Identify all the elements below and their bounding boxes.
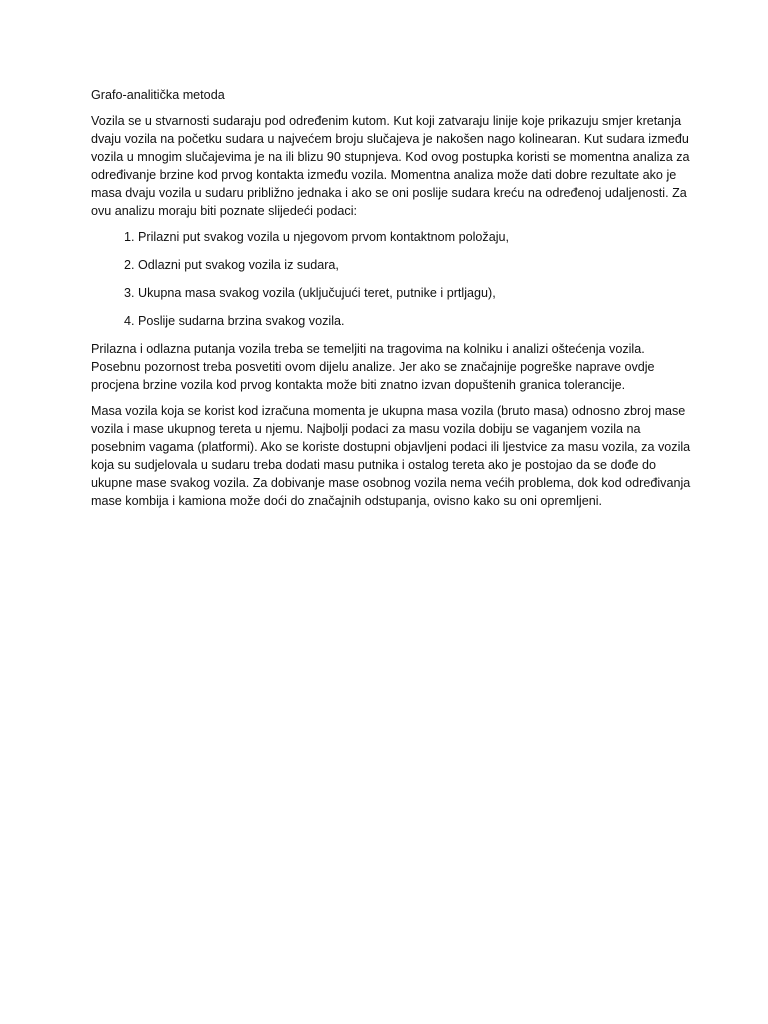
paragraph-mass: Masa vozila koja se korist kod izračuna momenta je ukupna masa vozila (bruto masa) odnosno zbroj mase vozila i mase ukupnog tereta u njemu. Najbolji podaci za masu vozila dobiju se vaganjem vozila na posebnim vagama (platformi). Ako se koriste dostupni objavljeni podaci ili ljestvice za masu vozila, za vozila koja su sudjelovala u sudaru treba dodati masu putnika i ostalog tereta ako je postojao da se dođe do ukupne mase svakog vozila. Za dobivanje mase osobnog vozila nema većih problema, dok kod određivanja mase kombija i kamiona može doći do značajnih odstupanja, ovisno kako su oni opremljeni. (91, 404, 691, 508)
paragraph-trajectory: Prilazna i odlazna putanja vozila treba se temeljiti na tragovima na kolniku i analizi oštećenja vozila. Posebnu pozornost treba posvetiti ovom dijelu analize. Jer ako se značajnije pogreške naprave ovdje procjena brzine vozila kod prvog kontakta može biti znatno izvan dopuštenih granica tolerancije. (91, 342, 655, 392)
requirements-list (91, 228, 691, 330)
list-item: 3. Ukupna masa svakog vozila (uključujući teret, putnike i prtljagu), (138, 284, 691, 302)
document-title: Grafo-analitička metoda (91, 88, 225, 102)
list-item: 1. Prilazni put svakog vozila u njegovom prvom kontaktnom položaju, (138, 228, 691, 246)
list-item: 2. Odlazni put svakog vozila iz sudara, (138, 256, 691, 274)
paragraph-intro: Vozila se u stvarnosti sudaraju pod određenim kutom. Kut koji zatvaraju linije koje prikazuju smjer kretanja dvaju vozila na početku sudara u najvećem broju slučajeva je nakošen nago kolinearan. Kut sudara između vozila u mnogim slučajevima je na ili blizu 90 stupnjeva. Kod ovog postupka koristi se momentna analiza za određivanje brzine kod prvog kontakta između vozila. Momentna analiza može dati dobre rezultate ako je masa dvaju vozila u sudaru približno jednaka i ako se oni poslije sudara kreću na određenoj udaljenosti. Za ovu analizu moraju biti poznate slijedeći podaci: (91, 114, 690, 218)
document-page (91, 86, 691, 518)
list-item: 4. Poslije sudarna brzina svakog vozila. (138, 312, 691, 330)
